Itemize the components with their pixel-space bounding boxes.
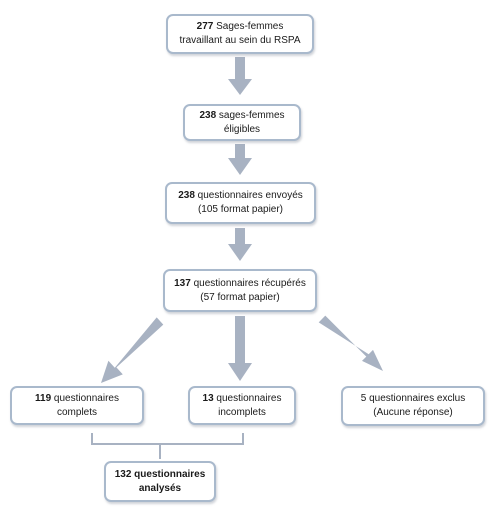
complets-label-line1: questionnaires <box>51 392 119 404</box>
analyses-label-line1: 132 questionnaires <box>114 468 206 480</box>
incomplets-label-line2: incomplets <box>218 406 266 418</box>
arrow-rspa-to-eligibles <box>228 57 252 95</box>
incomplets-label-line1: questionnaires <box>213 392 282 404</box>
node-questionnaires-received <box>163 269 317 312</box>
node-incomplete-questionnaires <box>188 386 296 425</box>
envoyes-label-line1: questionnaires envoyés <box>194 190 303 201</box>
node-eligible-midwives <box>183 104 301 141</box>
arrow-recuperes-to-complets <box>101 317 163 383</box>
envoyes-count: 238 <box>178 190 195 201</box>
recuperes-label-line1: questionnaires récupérés <box>190 277 306 289</box>
node-complete-questionnaires <box>10 386 144 425</box>
rspa-label-line2: travaillant au sein du RSPA <box>179 35 301 46</box>
complets-label-line2: complets <box>56 406 97 418</box>
merge-bracket <box>92 433 243 444</box>
arrow-recuperes-to-exclus <box>319 316 383 371</box>
exclus-label-line2: (Aucune réponse) <box>373 407 453 418</box>
analyses-label-line2: analysés <box>138 482 182 494</box>
eligibles-label-line1: sages-femmes <box>216 109 285 121</box>
recuperes-count: 137 <box>174 277 191 289</box>
node-questionnaires-sent <box>165 182 316 224</box>
eligibles-label-line2: éligibles <box>223 123 261 135</box>
node-analyzed-questionnaires <box>104 461 216 502</box>
rspa-label-line1: Sages-femmes <box>213 21 284 32</box>
arrow-eligibles-to-envoyes <box>228 144 252 175</box>
eligibles-count: 238 <box>199 109 217 121</box>
recuperes-label-line2: (57 format papier) <box>200 291 280 303</box>
exclus-label-line1: 5 questionnaires exclus <box>360 393 466 404</box>
arrow-recuperes-to-incomplets <box>228 316 252 381</box>
arrow-envoyes-to-recuperes <box>228 228 252 261</box>
rspa-count: 277 <box>196 21 214 32</box>
node-rspa-midwives <box>166 14 314 54</box>
complets-count: 119 <box>35 392 52 404</box>
node-excluded-questionnaires <box>341 386 485 426</box>
envoyes-label-line2: (105 format papier) <box>197 204 284 215</box>
incomplets-count: 13 <box>202 392 214 404</box>
